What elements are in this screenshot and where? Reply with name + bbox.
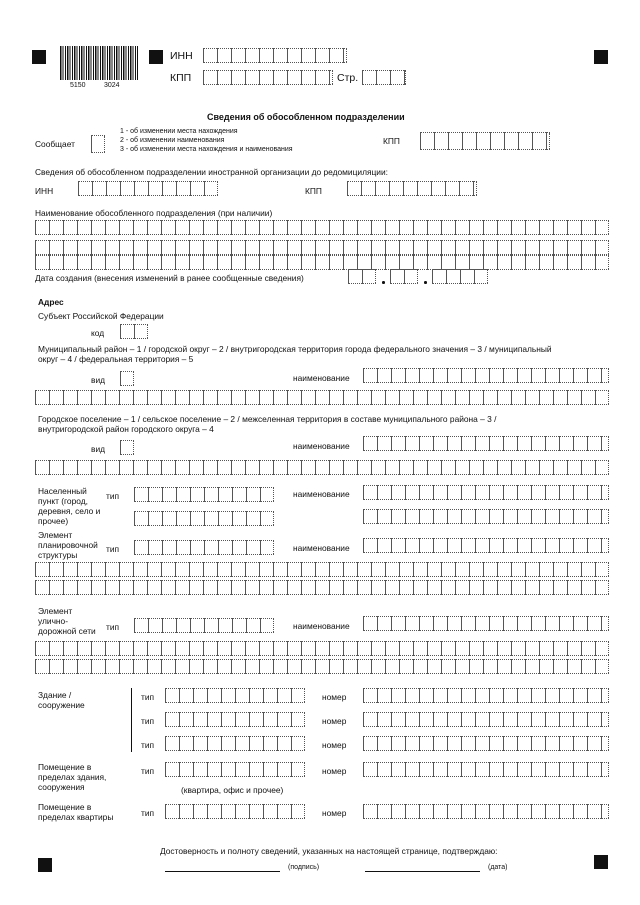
header-page-field[interactable] xyxy=(362,70,406,85)
reports-code-field[interactable] xyxy=(91,135,105,153)
building-number-label-2: номер xyxy=(322,716,347,726)
building-number-label-1: номер xyxy=(322,692,347,702)
locality-name-field-row-2[interactable] xyxy=(363,509,609,524)
header-inn-label: ИНН xyxy=(170,50,193,62)
municipal-name-field-row-1[interactable] xyxy=(363,368,609,383)
creation-date-year[interactable] xyxy=(432,269,488,284)
settlement-kind-label: вид xyxy=(91,444,106,454)
municipal-kind-label: вид xyxy=(91,375,106,385)
building-type-field-3[interactable] xyxy=(165,736,305,751)
premises-label: Помещение в пределах здания, сооружения xyxy=(38,762,107,792)
header-kpp-label: КПП xyxy=(170,72,192,84)
planning-label: Элемент планировочной структуры xyxy=(38,530,98,560)
date-label: (дата) xyxy=(488,864,508,871)
street-name-field-row-1[interactable] xyxy=(363,616,609,631)
street-name-field-row-3[interactable] xyxy=(35,659,609,674)
locality-type-field-row-2[interactable] xyxy=(134,511,274,526)
municipal-name-field-row-2[interactable] xyxy=(35,390,609,405)
alignment-marker-bottom-right xyxy=(594,855,608,869)
building-type-field-1[interactable] xyxy=(165,688,305,703)
street-type-label: тип xyxy=(106,622,120,632)
street-label: Элемент улично-дорожной сети xyxy=(38,606,96,636)
form-title: Сведения об обособленном подразделении xyxy=(207,112,405,122)
confirmation-text: Достоверность и полноту сведений, указанных на настоящей странице, подтверждаю: xyxy=(160,846,498,856)
locality-type-label: тип xyxy=(106,491,120,501)
alignment-marker-top-left xyxy=(32,50,46,64)
building-number-field-3[interactable] xyxy=(363,736,609,751)
premises-type-field[interactable] xyxy=(165,762,305,777)
barcode-number-right: 3024 xyxy=(104,82,120,89)
creation-date-label: Дата создания (внесения изменений в ранее сообщенные сведения) xyxy=(35,273,304,283)
building-type-label-2: тип xyxy=(141,716,155,726)
header-page-label: Стр. xyxy=(337,72,359,84)
building-label: Здание / сооружение xyxy=(38,690,85,710)
building-type-label-1: тип xyxy=(141,692,155,702)
building-number-label-3: номер xyxy=(322,740,347,750)
foreign-kpp-field[interactable] xyxy=(347,181,477,196)
reports-option-2: 2 - об изменении наименования xyxy=(120,137,225,144)
foreign-heading: Сведения об обособленном подразделении иностранной организации до редомициляции: xyxy=(35,167,388,177)
street-type-field[interactable] xyxy=(134,618,274,633)
settlement-name-field-row-1[interactable] xyxy=(363,436,609,451)
locality-label: Населенный пункт (город, деревня, село и прочее) xyxy=(38,486,101,526)
planning-name-field-row-3[interactable] xyxy=(35,580,609,595)
apartment-type-field[interactable] xyxy=(165,804,305,819)
creation-date-day[interactable] xyxy=(348,269,376,284)
signature-line[interactable] xyxy=(165,871,280,872)
header-inn-field[interactable] xyxy=(203,48,347,63)
header-kpp-field[interactable] xyxy=(203,70,333,85)
street-name-field-row-2[interactable] xyxy=(35,641,609,656)
creation-date-month[interactable] xyxy=(390,269,418,284)
locality-name-label: наименование xyxy=(293,489,350,499)
apartment-label: Помещение в пределах квартиры xyxy=(38,802,114,822)
foreign-inn-field[interactable] xyxy=(78,181,218,196)
building-bracket xyxy=(131,688,132,752)
settlement-name-field-row-2[interactable] xyxy=(35,460,609,475)
reports-label: Сообщает xyxy=(35,139,75,149)
reports-option-1: 1 - об изменении места нахождения xyxy=(120,128,238,135)
name-field-row-1[interactable] xyxy=(35,220,609,235)
planning-name-field-row-2[interactable] xyxy=(35,562,609,577)
building-type-field-2[interactable] xyxy=(165,712,305,727)
foreign-inn-label: ИНН xyxy=(35,186,54,196)
locality-type-field-row-1[interactable] xyxy=(134,487,274,502)
address-code-label: код xyxy=(91,328,105,338)
alignment-marker-top-right xyxy=(594,50,608,64)
barcode xyxy=(60,46,138,80)
premises-number-label: номер xyxy=(322,766,347,776)
building-number-field-1[interactable] xyxy=(363,688,609,703)
date-line[interactable] xyxy=(365,871,480,872)
reports-kpp-field[interactable] xyxy=(420,132,550,150)
premises-type-label: тип xyxy=(141,766,155,776)
settlement-name-label: наименование xyxy=(293,441,350,451)
municipal-name-label: наименование xyxy=(293,373,350,383)
building-type-label-3: тип xyxy=(141,740,155,750)
date-separator xyxy=(382,281,385,284)
reports-option-3: 3 - об изменении места нахождения и наименования xyxy=(120,146,293,153)
name-field-row-2[interactable] xyxy=(35,240,609,255)
reports-kpp-label: КПП xyxy=(383,136,400,146)
apartment-number-label: номер xyxy=(322,808,347,818)
settlement-kind-field[interactable] xyxy=(120,440,134,455)
street-name-label: наименование xyxy=(293,621,350,631)
apartment-type-label: тип xyxy=(141,808,155,818)
apartment-number-field[interactable] xyxy=(363,804,609,819)
municipal-kind-field[interactable] xyxy=(120,371,134,386)
planning-name-field-row-1[interactable] xyxy=(363,538,609,553)
alignment-marker-bottom-left xyxy=(38,858,52,872)
premises-number-field[interactable] xyxy=(363,762,609,777)
barcode-number-left: 5150 xyxy=(70,82,86,89)
address-subject-label: Субъект Российской Федерации xyxy=(38,311,164,321)
name-field-row-3[interactable] xyxy=(35,255,609,270)
alignment-marker-top-middle xyxy=(149,50,163,64)
planning-name-label: наименование xyxy=(293,543,350,553)
signature-label: (подпись) xyxy=(288,864,320,871)
date-separator xyxy=(424,281,427,284)
address-subject-code-field[interactable] xyxy=(120,324,148,339)
municipal-heading: Муниципальный район – 1 / городской округ – 2 / внутригородская территория города федерального значения – 3 / муниципальный округ – 4 / федеральная территория – 5 xyxy=(38,344,552,364)
locality-name-field-row-1[interactable] xyxy=(363,485,609,500)
planning-type-label: тип xyxy=(106,544,120,554)
foreign-kpp-label: КПП xyxy=(305,186,322,196)
premises-hint: (квартира, офис и прочее) xyxy=(181,785,284,795)
name-label: Наименование обособленного подразделения (при наличии) xyxy=(35,208,273,218)
building-number-field-2[interactable] xyxy=(363,712,609,727)
planning-type-field[interactable] xyxy=(134,540,274,555)
address-heading: Адрес xyxy=(38,297,64,307)
settlement-heading: Городское поселение – 1 / сельское поселение – 2 / межселенная территория в составе муниципального района – 3 / внутригородской район городского округа – 4 xyxy=(38,414,497,434)
